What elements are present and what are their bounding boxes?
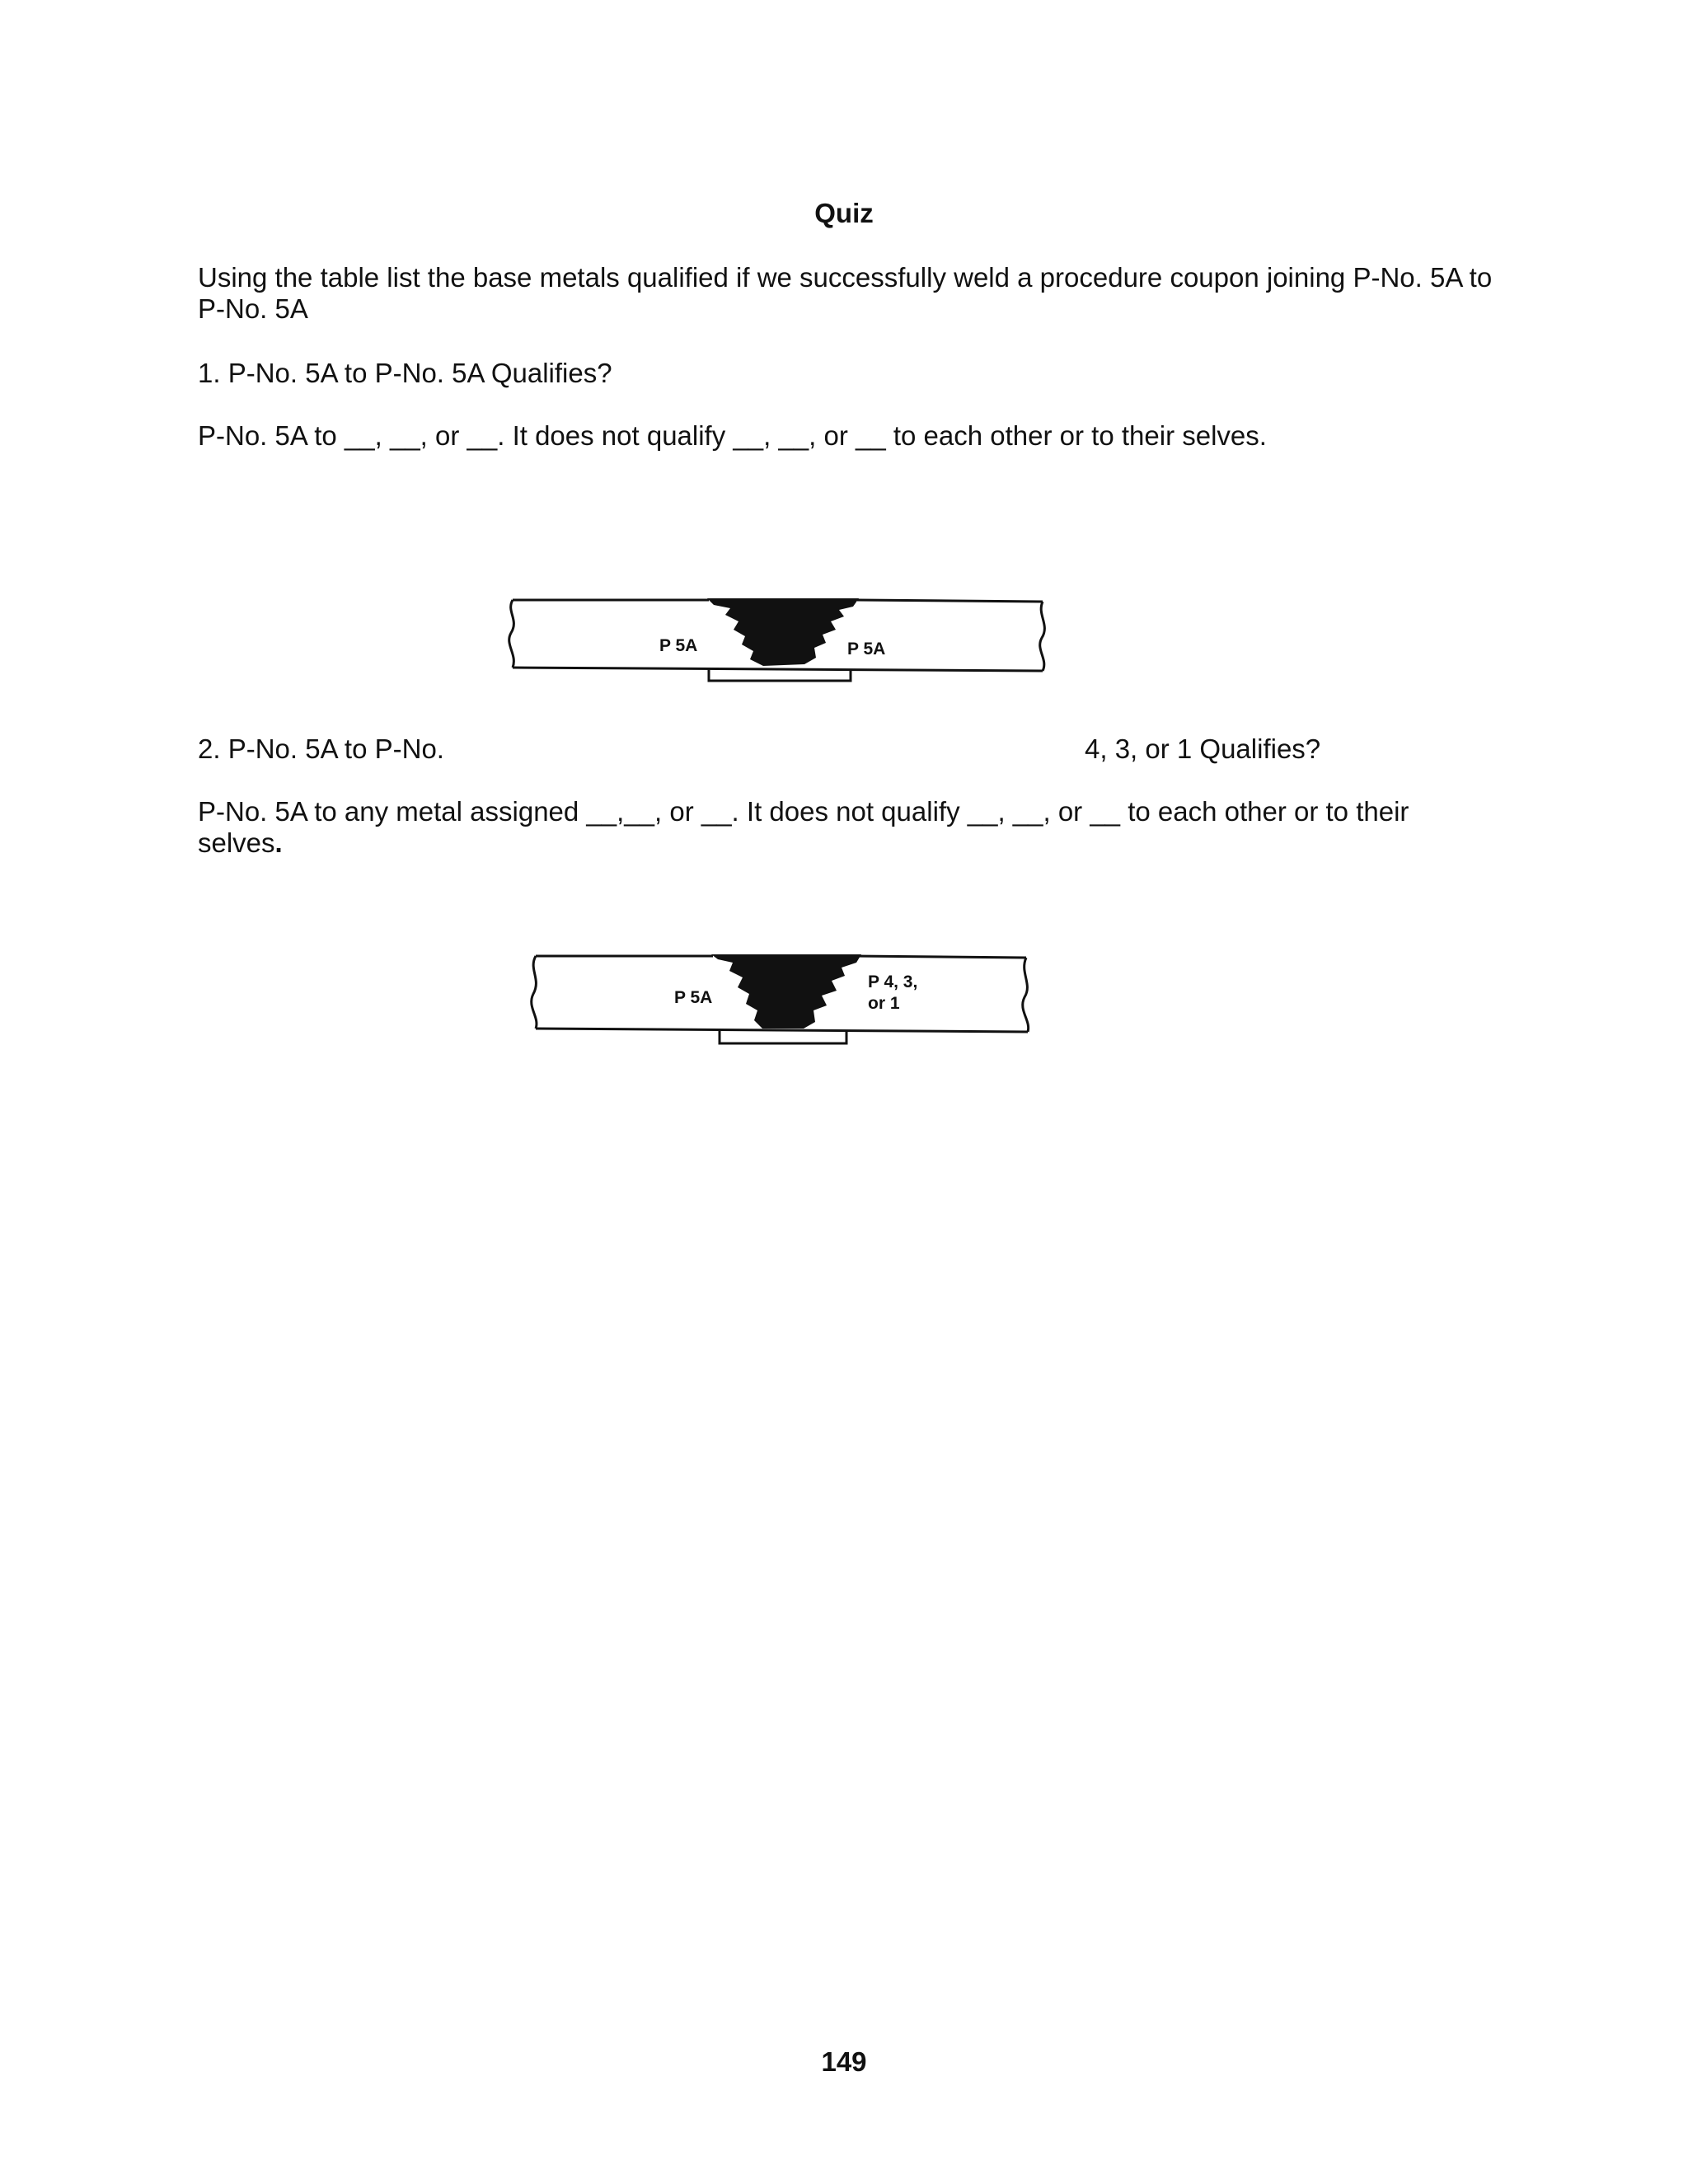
intro-paragraph: Using the table list the base metals qualified if we successfully weld a procedure coupon joining P-No. 5A to P-No. 5A xyxy=(198,262,1493,324)
weld-joint-illustration-2 xyxy=(523,948,1039,1063)
figure-2-right-label-line-1: P 4, 3, xyxy=(868,972,918,991)
figure-2-left-label: P 5A xyxy=(674,988,713,1007)
figure-1-left-label: P 5A xyxy=(659,636,698,655)
question-2-answer-text: P-No. 5A to any metal assigned __,__, or __. It does not qualify __, __, or __ to each other or to their selves xyxy=(198,796,1409,858)
question-2-prompt-continued: 4, 3, or 1 Qualifies? xyxy=(1085,733,1321,764)
question-2-prompt: 2. P-No. 5A to P-No. xyxy=(198,733,444,764)
question-1-prompt: 1. P-No. 5A to P-No. 5A Qualifies? xyxy=(198,358,612,388)
figure-1-right-label: P 5A xyxy=(847,640,886,658)
weld-diagram-2 xyxy=(523,948,1039,1063)
weld-diagram-1 xyxy=(503,593,1063,701)
question-1-answer-blanks: P-No. 5A to __, __, or __. It does not qualify __, __, or __ to each other or to their selves. xyxy=(198,420,1267,451)
weld-joint-illustration-1 xyxy=(503,593,1063,701)
page-number: 149 xyxy=(821,2046,867,2077)
question-2-answer-period: . xyxy=(274,827,283,858)
question-2-answer-blanks xyxy=(198,796,1500,859)
figure-2-right-label-line-2: or 1 xyxy=(868,994,900,1013)
page-title: Quiz xyxy=(814,198,874,228)
